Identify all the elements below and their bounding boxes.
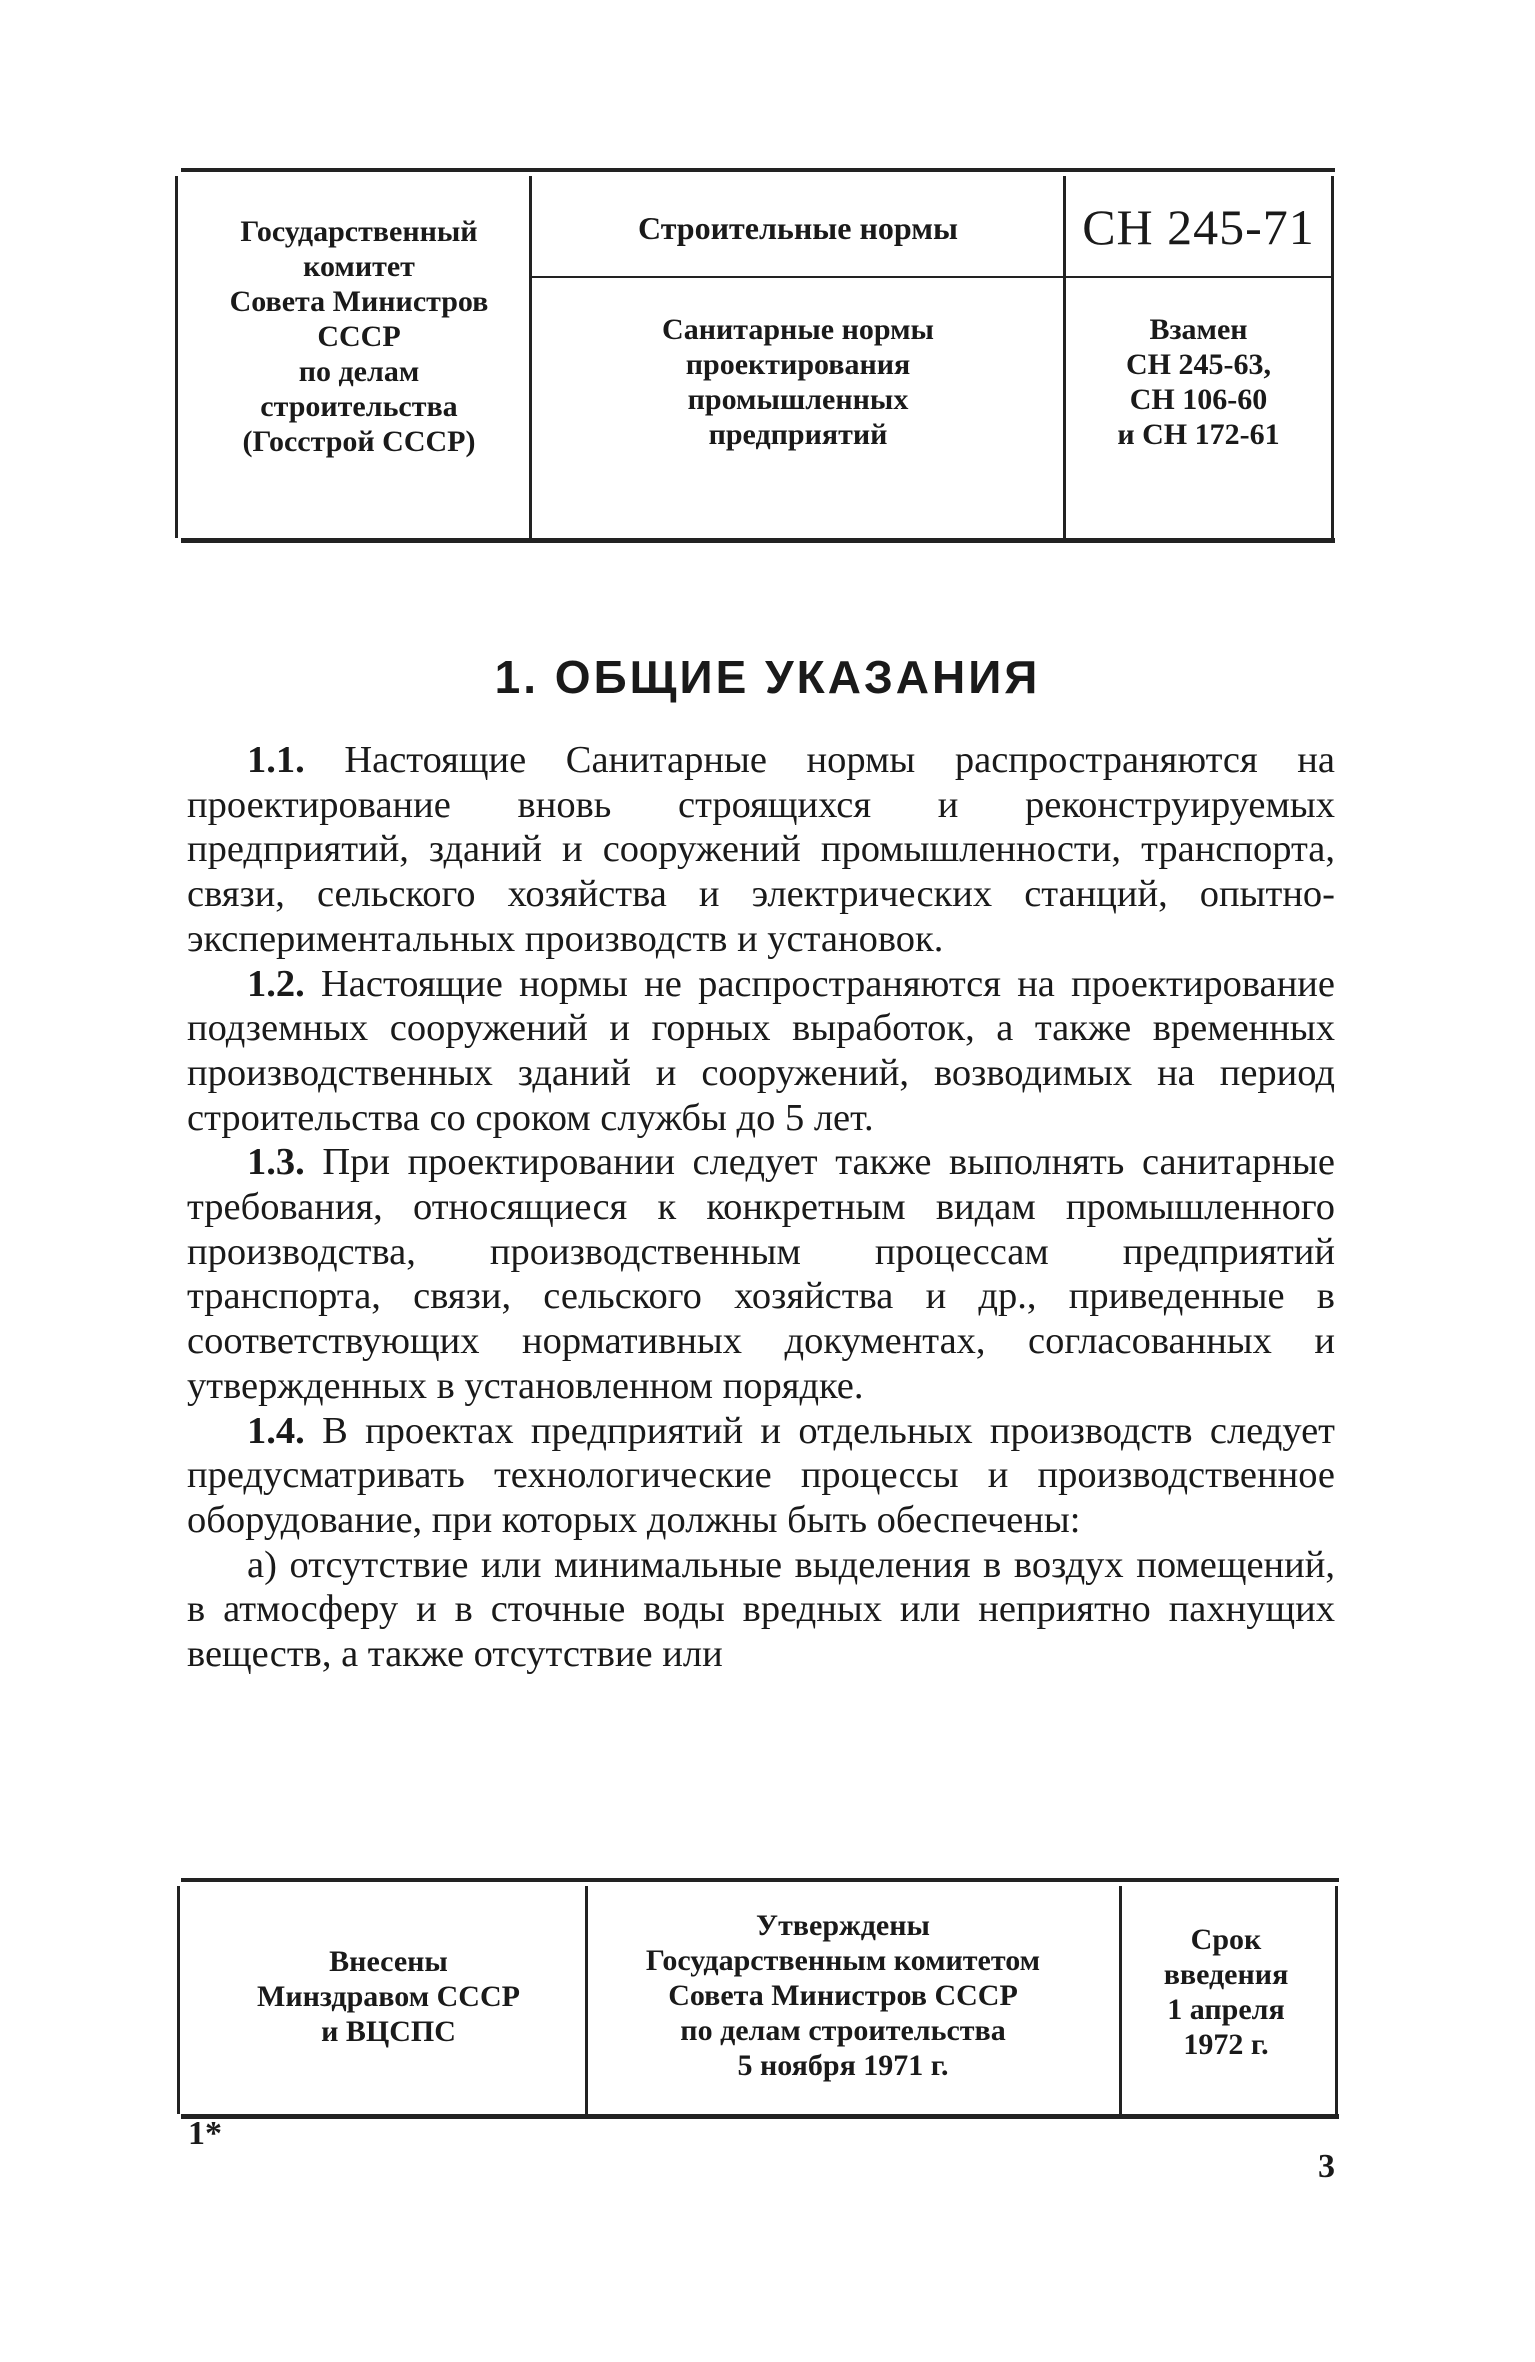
paragraph [187, 1409, 1335, 1543]
header-border-left [175, 176, 178, 538]
effective-date: Срок введения 1 апреля 1972 г. [1163, 1923, 1289, 2061]
paragraph-text: В проектах предприятий и отдельных производств следует предусматривать технологические процессы и производственное оборудование, при которых должны быть обеспечены: [187, 1409, 1335, 1541]
paragraph [187, 1140, 1335, 1408]
paragraph-text: Настоящие Санитарные нормы распространяются на проектирование вновь строящихся и реконструируемых предприятий, зданий и сооружений промышленности, транспорта, связи, сельского хозяйства и электрических станций, опытно-экспериментальных производств и установок. [187, 739, 1335, 960]
footer-border-left [177, 1886, 180, 2114]
paragraph-number: 1.4. [247, 1409, 305, 1452]
header-divider-1 [529, 176, 532, 538]
paragraph-number: 1.3. [247, 1141, 305, 1184]
header-table [181, 168, 1335, 543]
paragraph-text: При проектировании следует также выполнять санитарные требования, относящиеся к конкретным видам промышленного производства, производственным процессам предприятий транспорта, связи, сельского хозяйства и др., приведенные в соответствующих нормативных документах, согласованных и утвержденных в установленном порядке. [187, 1141, 1335, 1407]
document-code: СН 245-71 [1082, 199, 1315, 255]
footer-table [181, 1878, 1339, 2119]
signature-mark: 1* [188, 2115, 222, 2152]
paragraph-number: 1.1. [247, 739, 305, 781]
paragraph-text: Настоящие нормы не распространяются на проектирование подземных сооружений и горных выработок, а также временных производственных зданий и сооружений, возводимых на период строительства со сроком службы до 5 лет. [187, 962, 1335, 1139]
footer-border-right [1335, 1886, 1338, 2114]
header-border-right [1331, 176, 1334, 538]
header-row-divider [531, 276, 1331, 278]
replaces-note: Взамен СН 245-63, СН 106-60 и СН 172-61 [1117, 313, 1280, 451]
paragraph [187, 962, 1335, 1141]
paragraph-number: 1.2. [247, 962, 305, 1005]
paragraph [187, 1543, 1335, 1677]
paragraph-text: а) отсутствие или минимальные выделения в воздух помещений, в атмосферу и в сточные воды вредных или неприятно пахнущих веществ, а также отсутствие или [187, 1543, 1335, 1676]
issuing-authority: Государственный комитет Совета Министров СССР по делам строительства (Госстрой СССР) [229, 215, 489, 458]
page-number: 3 [1318, 2148, 1335, 2185]
introduced-by: Внесены Минздравом СССР и ВЦСПС [257, 1945, 520, 2048]
document-category: Строительные нормы [638, 210, 958, 246]
document-title: Санитарные нормы проектирования промышленных предприятий [662, 313, 934, 451]
paragraph [187, 738, 1335, 962]
section-body [187, 738, 1335, 1677]
approved-by: Утверждены Государственным комитетом Совета Министров СССР по делам строительства 5 ноября 1971 г. [645, 1909, 1041, 2082]
section-heading: 1. ОБЩИЕ УКАЗАНИЯ [494, 651, 1041, 703]
